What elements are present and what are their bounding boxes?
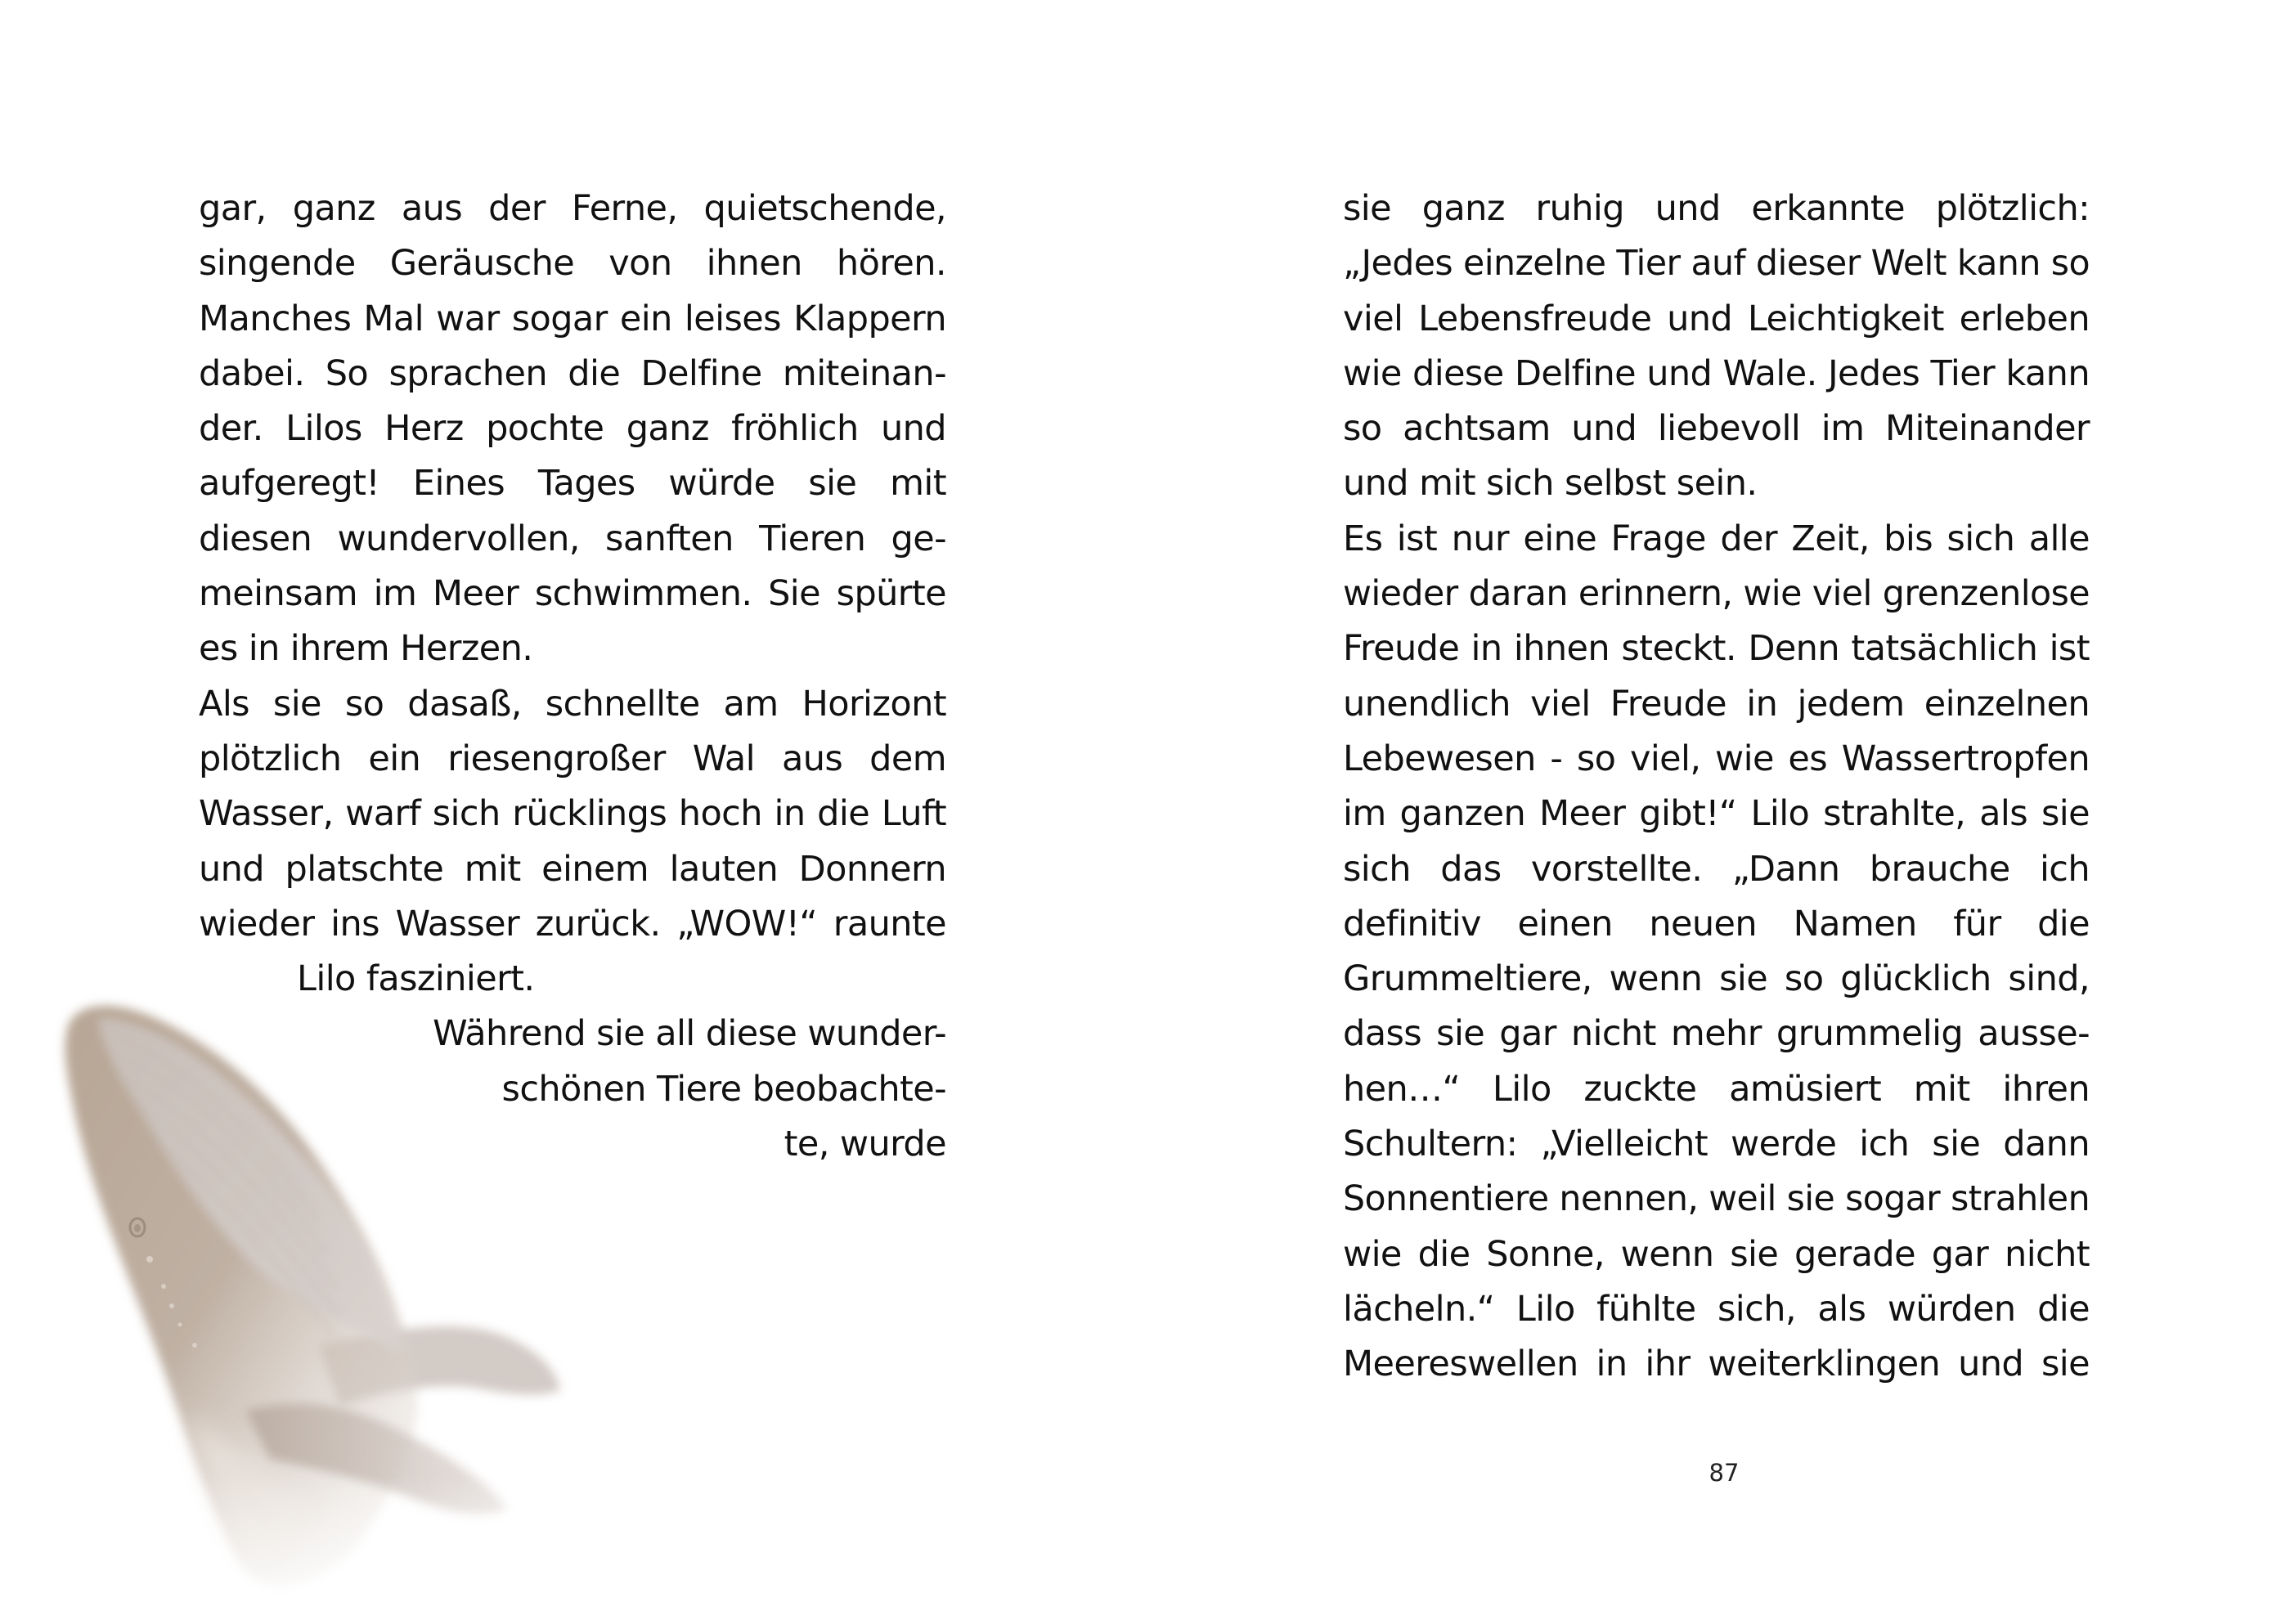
text-line: diesen wundervollen, sanften Tieren ge- [199,518,946,559]
text-line: viel Lebensfreude und Leichtigkeit erleben [1343,298,2090,339]
text-line: wie diese Delfine und Wale. Jedes Tier kann [1343,352,2090,394]
text-line: dass sie gar nicht mehr grummelig ausse- [1343,1013,2090,1055]
right-page-text [1343,182,2090,1393]
text-line: meinsam im Meer schwimmen. Sie spürte [199,573,946,615]
text-line: Als sie so dasaß, schnellte am Horizont [199,683,946,725]
text-line: „Jedes einzelne Tier auf dieser Welt kann so [1343,243,2090,285]
text-line: wieder ins Wasser zurück. „WOW!“ raunte [199,903,946,944]
text-line: te, wurde [784,1124,946,1165]
left-page-text [199,182,946,1172]
text-line: Während sie all diese wunder- [433,1013,946,1055]
text-line: und platschte mit einem lauten Donnern [199,848,946,890]
text-line: und mit sich selbst sein. [1343,463,1758,505]
text-line: der. Lilos Herz pochte ganz fröhlich und [199,408,946,450]
text-line: Lilo fasziniert. [297,958,535,1000]
text-line: wieder daran erinnern, wie viel grenzenlose [1343,573,2090,615]
text-line: unendlich viel Freude in jedem einzelnen [1343,683,2090,725]
page-number: 87 [1709,1459,1740,1487]
text-line: Grummeltiere, wenn sie so glücklich sind, [1343,958,2090,1000]
text-line: plötzlich ein riesengroßer Wal aus dem [199,738,946,779]
text-line: lächeln.“ Lilo fühlte sich, als würden die [1343,1288,2090,1330]
text-line: Wasser, warf sich rücklings hoch in die Luft [199,793,946,835]
text-line: sie ganz ruhig und erkannte plötzlich: [1343,188,2090,229]
text-line: dabei. So sprachen die Delfine miteinan- [199,352,946,394]
text-line: so achtsam und liebevoll im Miteinander [1343,408,2090,450]
text-line: Lebewesen - so viel, wie es Wassertropfen [1343,738,2090,779]
text-line: schönen Tiere beobachte- [501,1068,946,1110]
right-page [1145,0,2290,1624]
text-line: im ganzen Meer gibt!“ Lilo strahlte, als sie [1343,793,2090,835]
text-line: Sonnentiere nennen, weil sie sogar strahlen [1343,1178,2090,1220]
text-line: Manches Mal war sogar ein leises Klappern [199,298,946,339]
text-line: gar, ganz aus der Ferne, quietschende, [199,188,946,229]
text-line: definitiv einen neuen Namen für die [1343,903,2090,944]
text-line: wie die Sonne, wenn sie gerade gar nicht [1343,1233,2090,1275]
text-line: singende Geräusche von ihnen hören. [199,243,946,285]
text-line: hen…“ Lilo zuckte amüsiert mit ihren [1343,1068,2090,1110]
text-line: Es ist nur eine Frage der Zeit, bis sich alle [1343,518,2090,559]
text-line: Schultern: „Vielleicht werde ich sie dann [1343,1124,2090,1165]
text-line: Freude in ihnen steckt. Denn tatsächlich ist [1343,628,2090,670]
text-line: Meereswellen in ihr weiterklingen und sie [1343,1344,2090,1385]
text-line: aufgeregt! Eines Tages würde sie mit [199,463,946,505]
text-line: sich das vorstellte. „Dann brauche ich [1343,848,2090,890]
text-line: es in ihrem Herzen. [199,628,533,670]
